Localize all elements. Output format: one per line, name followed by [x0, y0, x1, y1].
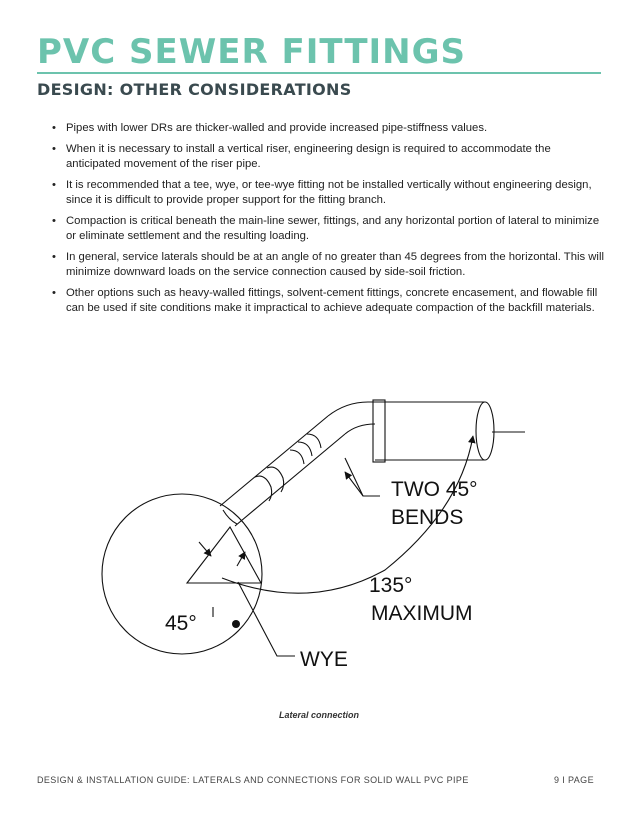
- label-wye: WYE: [300, 648, 348, 671]
- label-135: 135°: [369, 574, 413, 597]
- list-item-text: When it is necessary to install a vertical riser, engineering design is required to accommodate the anticipated movement of the riser pipe.: [66, 142, 551, 170]
- list-item-text: It is recommended that a tee, wye, or tee-wye fitting not be installed vertically without engineering design, since it is difficult to provide proper support for the fitting branch.: [66, 178, 592, 206]
- bullet-icon: •: [52, 178, 56, 191]
- elbow-bend: [328, 402, 375, 434]
- list-item-text: Compaction is critical beneath the main-line sewer, fittings, and any horizontal portion of lateral to minimize or eliminate settlement and the resulting loading.: [66, 214, 600, 242]
- bullet-icon: •: [52, 214, 56, 227]
- list-item-text: Other options such as heavy-walled fittings, solvent-cement fittings, concrete encasement, and flowable fill can be used if site conditions make it impractical to achieve adequate compaction of the backfill materials.: [66, 286, 598, 314]
- label-maximum: MAXIMUM: [371, 602, 473, 625]
- wye-centre-dot: [232, 620, 240, 628]
- page-number: 9 I PAGE: [553, 775, 594, 785]
- lateral-connection-diagram: [95, 392, 525, 692]
- label-45: 45°: [165, 612, 197, 635]
- list-item: [52, 214, 607, 245]
- lateral-pipe: [220, 416, 345, 526]
- figure-caption: Lateral connection: [278, 710, 359, 720]
- footer-guide-title: DESIGN & INSTALLATION GUIDE: LATERALS AND CONNECTIONS FOR SOLID WALL PVC PIPE: [37, 775, 469, 785]
- list-item: [52, 121, 607, 137]
- list-item: [52, 142, 607, 173]
- label-bends: BENDS: [391, 506, 464, 529]
- list-item: [52, 178, 607, 209]
- list-item-text: In general, service laterals should be at an angle of no greater than 45 degrees from the horizontal. This will minimize downward loads on the service connection caused by side-soil friction.: [66, 250, 604, 278]
- title-divider: [37, 72, 601, 74]
- label-two-45: TWO 45°: [391, 478, 478, 501]
- bullet-icon: •: [52, 250, 56, 263]
- list-item: [52, 286, 607, 317]
- bullet-icon: •: [52, 122, 56, 134]
- wye-fitting: [187, 527, 261, 583]
- list-item-text: Pipes with lower DRs are thicker-walled and provide increased pipe-stiffness values.: [66, 122, 488, 134]
- bullet-icon: •: [52, 286, 56, 299]
- section-subtitle: DESIGN: OTHER CONSIDERATIONS: [37, 80, 352, 99]
- list-item: [52, 250, 607, 281]
- page-title: PVC SEWER FITTINGS: [37, 32, 467, 72]
- horizontal-pipe: [368, 400, 525, 462]
- bullet-icon: •: [52, 142, 56, 155]
- considerations-list: [52, 121, 607, 322]
